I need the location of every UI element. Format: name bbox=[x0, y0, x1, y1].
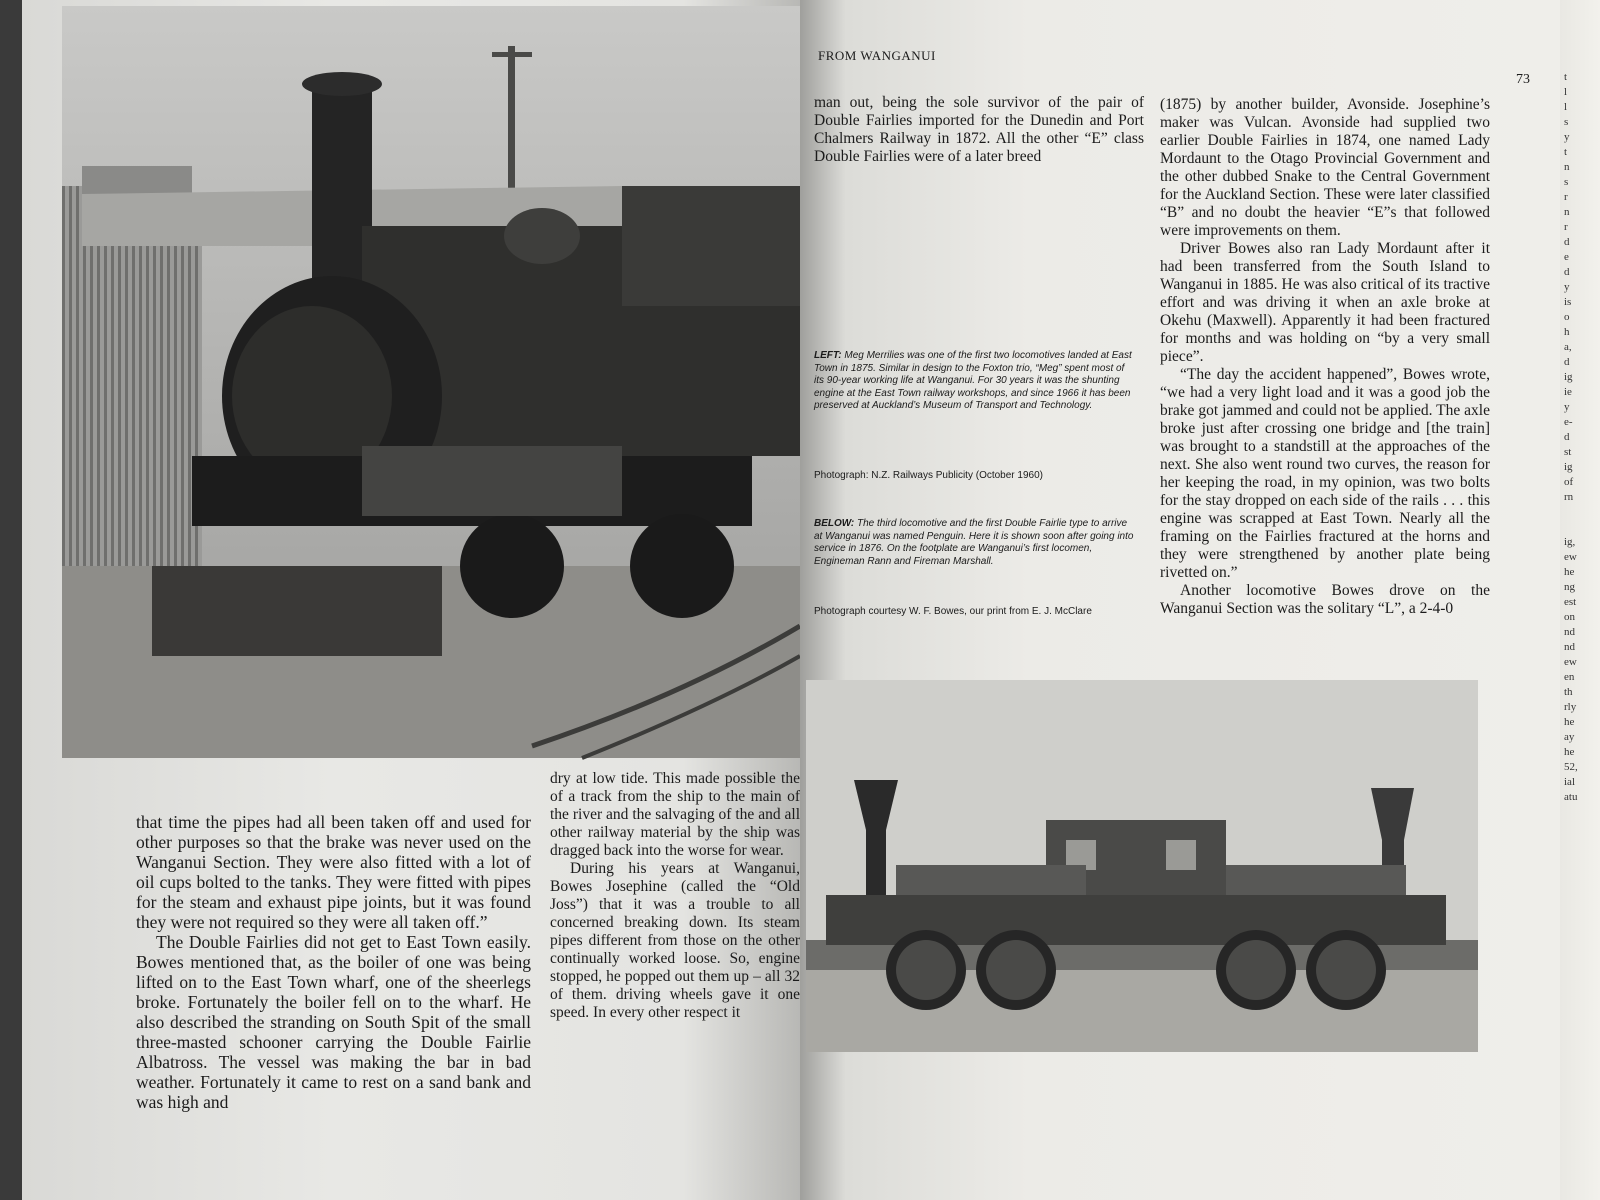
paragraph: The Double Fairlies did not get to East Town easily. Bowes mentioned that, as the boiler of one was being lifted on to the East Town wharf, one of the sheerlegs broke. Fortunately the boiler fell on to the wharf. He also described the stranding on South Spit of the small three-masted schooner carrying the Double Fairlie Albatross. The vessel was making the bar in bad weather. Fortunately it came to rest on a sand bank and was high and bbox=[136, 932, 531, 1112]
paragraph: “The day the accident happened”, Bowes wrote, “we had a very light load and it was a good job the brake got jammed and could not be applied. The axle broke just after crossing one bridge and [the train] was brought to a standstill at the approaches of the next. She also went round two curves, the reason for her keeping the road, in my opinion, was two bolts for the stay dropped on each side of the rails . . . this engine was scrapped at East Town. Nearly all the framing on the Fairlies fractured at the horns and they were strengthened by another plate being rivetted on.” bbox=[1160, 366, 1490, 581]
caption-text: The third locomotive and the first Double Fairlie type to arrive at Wanganui was named Penguin. Here it is shown soon after going into service in 1876. On the footplate are Wanganui’s first locomen, Engineman Rann and Fireman Marshall. bbox=[814, 518, 1134, 567]
left-column-1 bbox=[136, 812, 531, 1112]
penguin-double-fairlie-photo bbox=[806, 680, 1478, 1052]
caption-text: Meg Merrilies was one of the first two locomotives landed at East Town in 1875. Similar in design to the Foxton trio, “Meg” spent most of its 90-year working life at Wanganui. For 30 years it was the shunting engine at the East Town railway workshops, and since 1966 it has been preserved at Auckland’s Museum of Transport and Technology. bbox=[814, 350, 1132, 411]
photo-credit-1: Photograph: N.Z. Railways Publicity (October 1960) bbox=[814, 470, 1043, 481]
book-edge-shadow bbox=[0, 0, 22, 1200]
caption-lead: BELOW: bbox=[814, 518, 855, 529]
edge-text: t l l s y t n s r n r d e d y is o h a, d ig ie y e- d st ig of rn ig, ew he ng est on nd nd ew en th rly he ay he 52, ial atu bbox=[1564, 71, 1578, 803]
paragraph: (1875) by another builder, Avonside. Josephine’s maker was Vulcan. Avonside had supplied two earlier Double Fairlies in 1874, one named Lady Mordaunt to the Otago Provincial Government and the other dubbed Snake to the Central Government for the Auckland Section. These were later classified “B” and no doubt the heavier “E”s that followed were improvements on them. bbox=[1160, 96, 1490, 239]
paragraph: During his years at Wanganui, Bowes Josephine (called the “Old Joss”) that it was a trouble to all concerned breaking down. Its steam pipes different from those on the other continually worked loose. So, engine stopped, he popped out them up – all 32 of them. driving wheels gave it one speed. In every other respect it bbox=[550, 860, 800, 1021]
right-running-head: FROM WANGANUI bbox=[818, 48, 936, 63]
caption-below bbox=[814, 518, 1136, 568]
caption-lead: LEFT: bbox=[814, 350, 842, 361]
left-page bbox=[22, 0, 800, 1200]
paragraph: man out, being the sole survivor of the pair of Double Fairlies imported for the Dunedin and Port Chalmers Railway in 1872. All the other “E” class Double Fairlies were of a later breed bbox=[814, 94, 1144, 165]
right-column-1 bbox=[814, 94, 1144, 166]
left-column-2 bbox=[550, 770, 800, 1022]
paragraph: that time the pipes had all been taken off and used for other purposes so that the brake was never used on the Wanganui Section. They were also fitted with a lot of oil cups bolted to the tanks. They were fitted with pipes for the steam and exhaust pipe joints, but it was found they were not required so they were all taken off.” bbox=[136, 812, 531, 932]
right-page bbox=[800, 0, 1560, 1200]
next-page-edge bbox=[1560, 0, 1600, 1200]
photo-credit-2: Photograph courtesy W. F. Bowes, our print from E. J. McClare bbox=[814, 606, 1092, 617]
page-number: 73 bbox=[1516, 72, 1530, 87]
paragraph: Driver Bowes also ran Lady Mordaunt after it had been transferred from the South Island to Wanganui in 1885. He was also critical of its tractive effort and was driving it when an axle broke at Okehu (Maxwell). Apparently it had been fractured for months and was holding on “by a very small piece”. bbox=[1160, 240, 1490, 365]
paragraph: Another locomotive Bowes drove on the Wanganui Section was the solitary “L”, a 2-4-0 bbox=[1160, 582, 1490, 617]
right-column-2 bbox=[1160, 96, 1490, 618]
paragraph: dry at low tide. This made possible the of a track from the ship to the main of the river and the salvaging of the and all other railway material by the ship was dragged back into the worse for wear. bbox=[550, 770, 800, 859]
meg-merrilies-photo bbox=[62, 6, 800, 758]
caption-left bbox=[814, 350, 1136, 413]
